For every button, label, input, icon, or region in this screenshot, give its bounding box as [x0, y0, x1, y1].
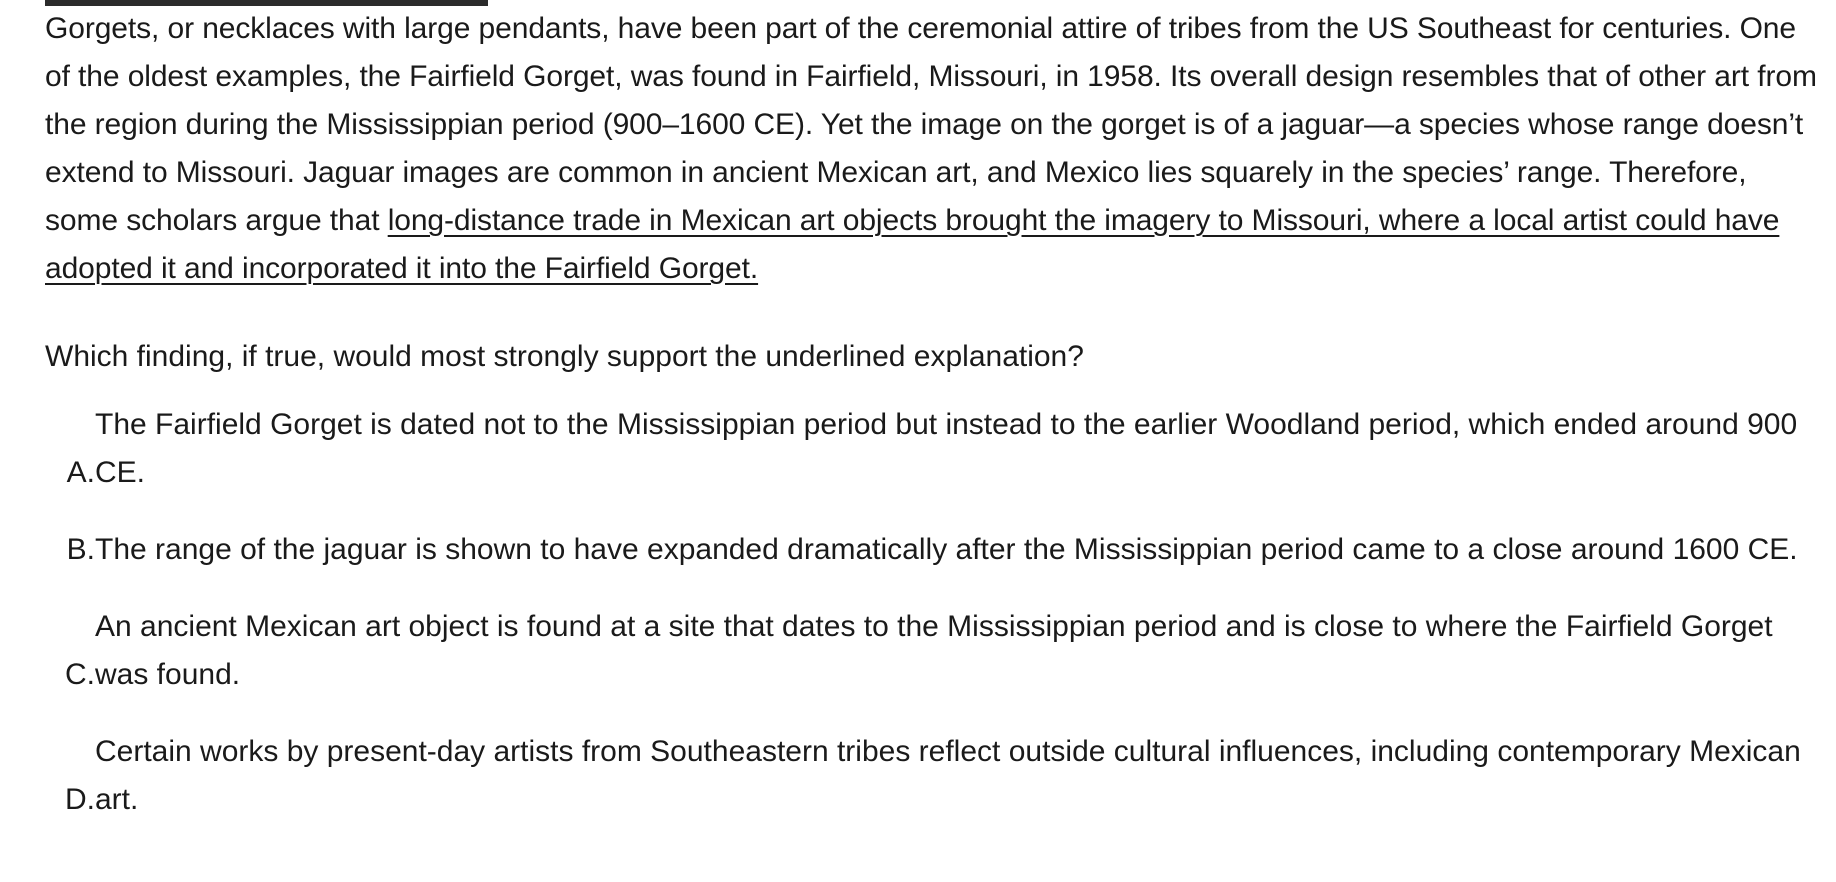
- choice-c[interactable]: [45, 603, 1825, 699]
- choice-letter: B.: [66, 533, 95, 566]
- choice-letter: C.: [65, 658, 95, 691]
- passage: [45, 5, 1825, 293]
- question-prompt: Which finding, if true, would most strongly support the underlined explanation?: [45, 340, 1084, 373]
- choice-text: The range of the jaguar is shown to have expanded dramatically after the Mississippian period came to a close around 1600 CE.: [95, 533, 1798, 566]
- choice-text: An ancient Mexican art object is found at a site that dates to the Mississippian period and is close to where the Fairfield Gorget was found.: [95, 610, 1773, 691]
- choice-text: The Fairfield Gorget is dated not to the Mississippian period but instead to the earlier Woodland period, which ended around 900 CE.: [95, 408, 1798, 489]
- passage-underlined-explanation: long-distance trade in Mexican art objects brought the imagery to Missouri, where a local artist could have adopted it and incorporated it into the Fairfield Gorget.: [45, 204, 1780, 285]
- passage-intro: Gorgets, or necklaces with large pendants, have been part of the ceremonial attire of tribes from the US Southeast for centuries. One of the oldest examples, the Fairfield Gorget, was found in Fairfield, Missouri, in 1958. Its overall design resembles that of other art from the region during the Mississippian period (900–1600 CE). Yet the image on the gorget is of a jaguar—a species whose range doesn’t extend to Missouri. Jaguar images are common in ancient Mexican art, and Mexico lies squarely in the species’ range. Therefore, some scholars argue that: [45, 12, 1817, 237]
- answer-choices: [45, 401, 1825, 824]
- choice-d[interactable]: [45, 728, 1825, 824]
- choice-text: Certain works by present-day artists from Southeastern tribes reflect outside cultural influences, including contemporary Mexican art.: [95, 735, 1801, 816]
- choice-a[interactable]: [45, 401, 1825, 497]
- choice-b[interactable]: [45, 526, 1825, 574]
- choice-letter: D.: [65, 783, 95, 816]
- choice-letter: A.: [66, 456, 95, 489]
- question-content: [45, 5, 1825, 853]
